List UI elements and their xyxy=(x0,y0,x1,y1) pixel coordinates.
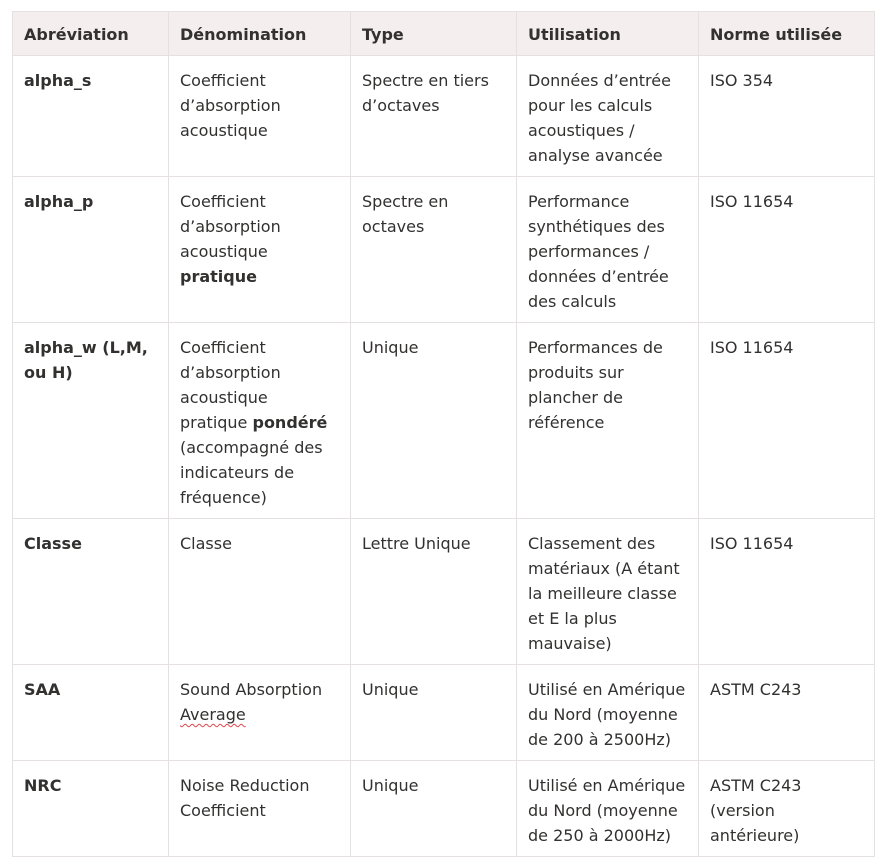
document-content xyxy=(12,11,874,857)
spellcheck-flagged-word[interactable]: Average xyxy=(180,705,246,724)
cell-utilisation: Classement des matériaux (A étant la meilleure classe et E la plus mauvaise) xyxy=(517,519,699,665)
header-norme: Norme utilisée xyxy=(699,12,875,56)
cell-norme: ISO 11654 xyxy=(699,323,875,519)
cell-norme: ASTM C243 xyxy=(699,665,875,761)
denomination-text: Coefficient d’absorption acoustique pratique xyxy=(180,338,281,432)
denomination-emphasis: pratique xyxy=(180,267,257,286)
table-row xyxy=(13,177,875,323)
cell-type: Lettre Unique xyxy=(351,519,517,665)
table-row xyxy=(13,323,875,519)
cell-norme: ISO 354 xyxy=(699,56,875,177)
cell-type: Unique xyxy=(351,665,517,761)
cell-utilisation: Performances de produits sur plancher de référence xyxy=(517,323,699,519)
denomination-suffix: (accompagné des indicateurs de fréquence) xyxy=(180,438,323,507)
header-utilisation: Utilisation xyxy=(517,12,699,56)
cell-abbreviation: SAA xyxy=(13,665,169,761)
cell-denomination xyxy=(169,761,351,857)
cell-norme: ASTM C243 (version antérieure) xyxy=(699,761,875,857)
cell-abbreviation: alpha_s xyxy=(13,56,169,177)
cell-utilisation: Données d’entrée pour les calculs acoustiques / analyse avancée xyxy=(517,56,699,177)
cell-utilisation: Performance synthétiques des performances / données d’entrée des calculs xyxy=(517,177,699,323)
cell-denomination xyxy=(169,323,351,519)
header-denomination: Dénomination xyxy=(169,12,351,56)
denomination-text: Sound Absorption xyxy=(180,680,323,699)
cell-norme: ISO 11654 xyxy=(699,519,875,665)
table-row xyxy=(13,56,875,177)
cell-denomination xyxy=(169,177,351,323)
header-type: Type xyxy=(351,12,517,56)
cell-utilisation: Utilisé en Amérique du Nord (moyenne de 200 à 2500Hz) xyxy=(517,665,699,761)
cell-type: Unique xyxy=(351,323,517,519)
cell-abbreviation: NRC xyxy=(13,761,169,857)
acoustic-indicators-table xyxy=(12,11,875,857)
table-row xyxy=(13,665,875,761)
table-row xyxy=(13,519,875,665)
cell-abbreviation: alpha_p xyxy=(13,177,169,323)
cell-denomination xyxy=(169,665,351,761)
cell-type: Unique xyxy=(351,761,517,857)
cell-abbreviation: alpha_w (L,M, ou H) xyxy=(13,323,169,519)
cell-norme: ISO 11654 xyxy=(699,177,875,323)
cell-utilisation: Utilisé en Amérique du Nord (moyenne de 250 à 2000Hz) xyxy=(517,761,699,857)
table-header-row xyxy=(13,12,875,56)
cell-type: Spectre en octaves xyxy=(351,177,517,323)
header-abbreviation: Abréviation xyxy=(13,12,169,56)
denomination-emphasis: pondéré xyxy=(252,413,328,432)
cell-type: Spectre en tiers d’octaves xyxy=(351,56,517,177)
cell-denomination xyxy=(169,519,351,665)
denomination-text: Classe xyxy=(180,534,232,553)
denomination-text: Coefficient d’absorption acoustique xyxy=(180,71,281,140)
cell-denomination xyxy=(169,56,351,177)
denomination-text: Coefficient d’absorption acoustique xyxy=(180,192,281,261)
denomination-text: Noise Reduction Coefficient xyxy=(180,776,310,820)
table-row xyxy=(13,761,875,857)
cell-abbreviation: Classe xyxy=(13,519,169,665)
